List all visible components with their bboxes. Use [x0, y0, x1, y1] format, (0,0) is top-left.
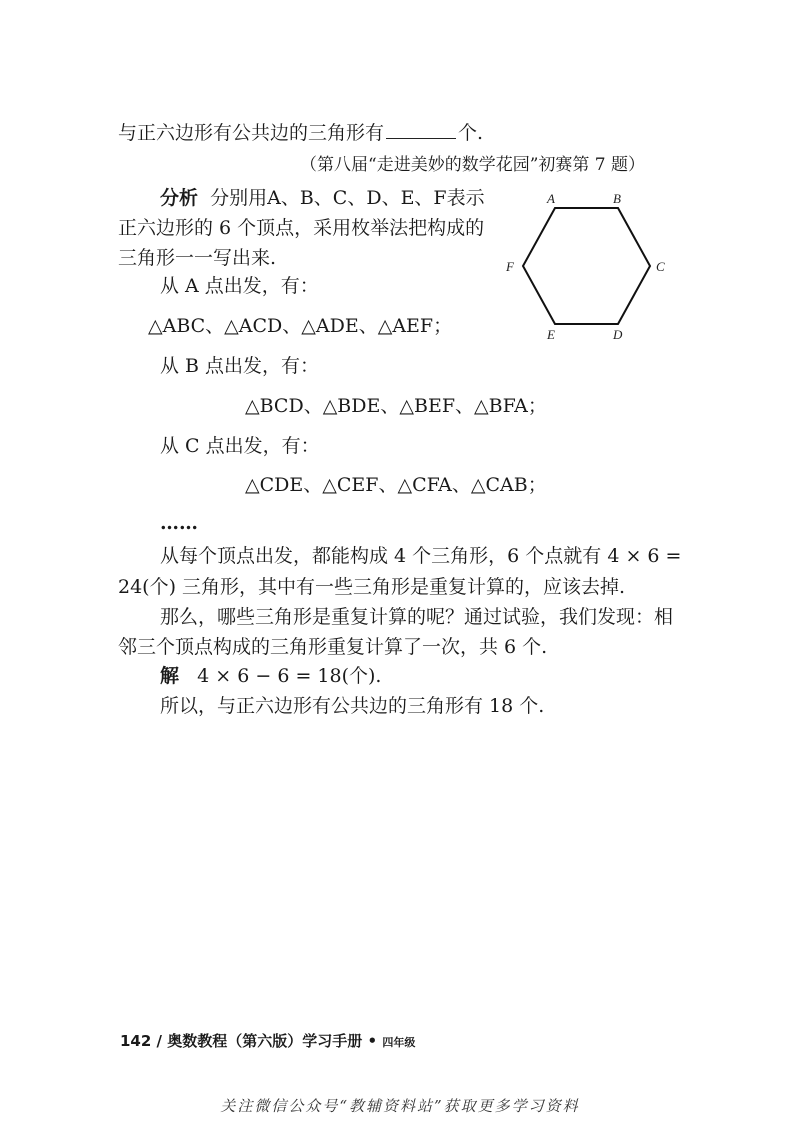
watermark-text: 关注微信公众号“教辅资料站”获取更多学习资料	[220, 1097, 580, 1115]
vertex-label-c: C	[656, 259, 665, 274]
reasoning-line-3: 那么，哪些三角形是重复计算的呢？通过试验，我们发现：相	[160, 606, 674, 628]
solution-label: 解	[160, 665, 180, 687]
solution-equation: 4 × 6 − 6 = 18(个).	[197, 665, 382, 687]
triangle-list-a: △ABC、△ACD、△ADE、△AEF；	[148, 315, 453, 337]
answer-blank	[386, 120, 456, 139]
conclusion-line: 所以，与正六边形有公共边的三角形有 18 个.	[160, 695, 545, 717]
reasoning-line-4: 邻三个顶点构成的三角形重复计算了一次，共 6 个.	[118, 636, 548, 658]
footer-dot: •	[367, 1032, 378, 1050]
analysis-line-1	[160, 185, 485, 211]
solution-line	[160, 663, 381, 689]
vertex-label-d: D	[613, 327, 623, 342]
from-b-heading: 从 B 点出发，有：	[160, 355, 320, 377]
triangle-list-c: △CDE、△CEF、△CFA、△CAB；	[245, 474, 547, 496]
problem-source: （第八届“走进美妙的数学花园”初赛第 7 题）	[300, 155, 646, 175]
problem-text-before: 与正六边形有公共边的三角形有	[118, 122, 385, 144]
vertex-label-a: A	[547, 191, 555, 206]
ellipsis: ……	[160, 512, 198, 534]
vertex-label-e: E	[547, 327, 555, 342]
triangle-list-b: △BCD、△BDE、△BEF、△BFA；	[245, 395, 547, 417]
book-title: 奥数教程（第六版）学习手册	[167, 1032, 363, 1050]
page-number: 142	[120, 1032, 152, 1050]
analysis-line-2: 正六边形的 6 个顶点，采用枚举法把构成的	[118, 217, 485, 239]
grade-label: 四年级	[382, 1036, 416, 1049]
from-c-heading: 从 C 点出发，有：	[160, 435, 320, 457]
page-footer: 142 / 奥数教程（第六版）学习手册 • 四年级	[120, 1032, 416, 1050]
vertex-label-f: F	[506, 259, 514, 274]
reasoning-line-1: 从每个顶点出发，都能构成 4 个三角形，6 个点就有 4 × 6 =	[160, 545, 682, 567]
problem-statement	[118, 120, 483, 146]
vertex-label-b: B	[613, 191, 621, 206]
analysis-label: 分析	[160, 187, 199, 209]
reasoning-line-2: 24(个) 三角形，其中有一些三角形是重复计算的，应该去掉.	[118, 576, 626, 598]
analysis-line-3: 三角形一一写出来.	[118, 247, 277, 269]
from-a-heading: 从 A 点出发，有：	[160, 275, 319, 297]
analysis-text-1: 分别用A、B、C、D、E、F表示	[210, 187, 485, 209]
hexagon-shape	[523, 208, 650, 324]
problem-text-after: 个.	[458, 122, 484, 144]
hexagon-figure	[500, 188, 680, 348]
